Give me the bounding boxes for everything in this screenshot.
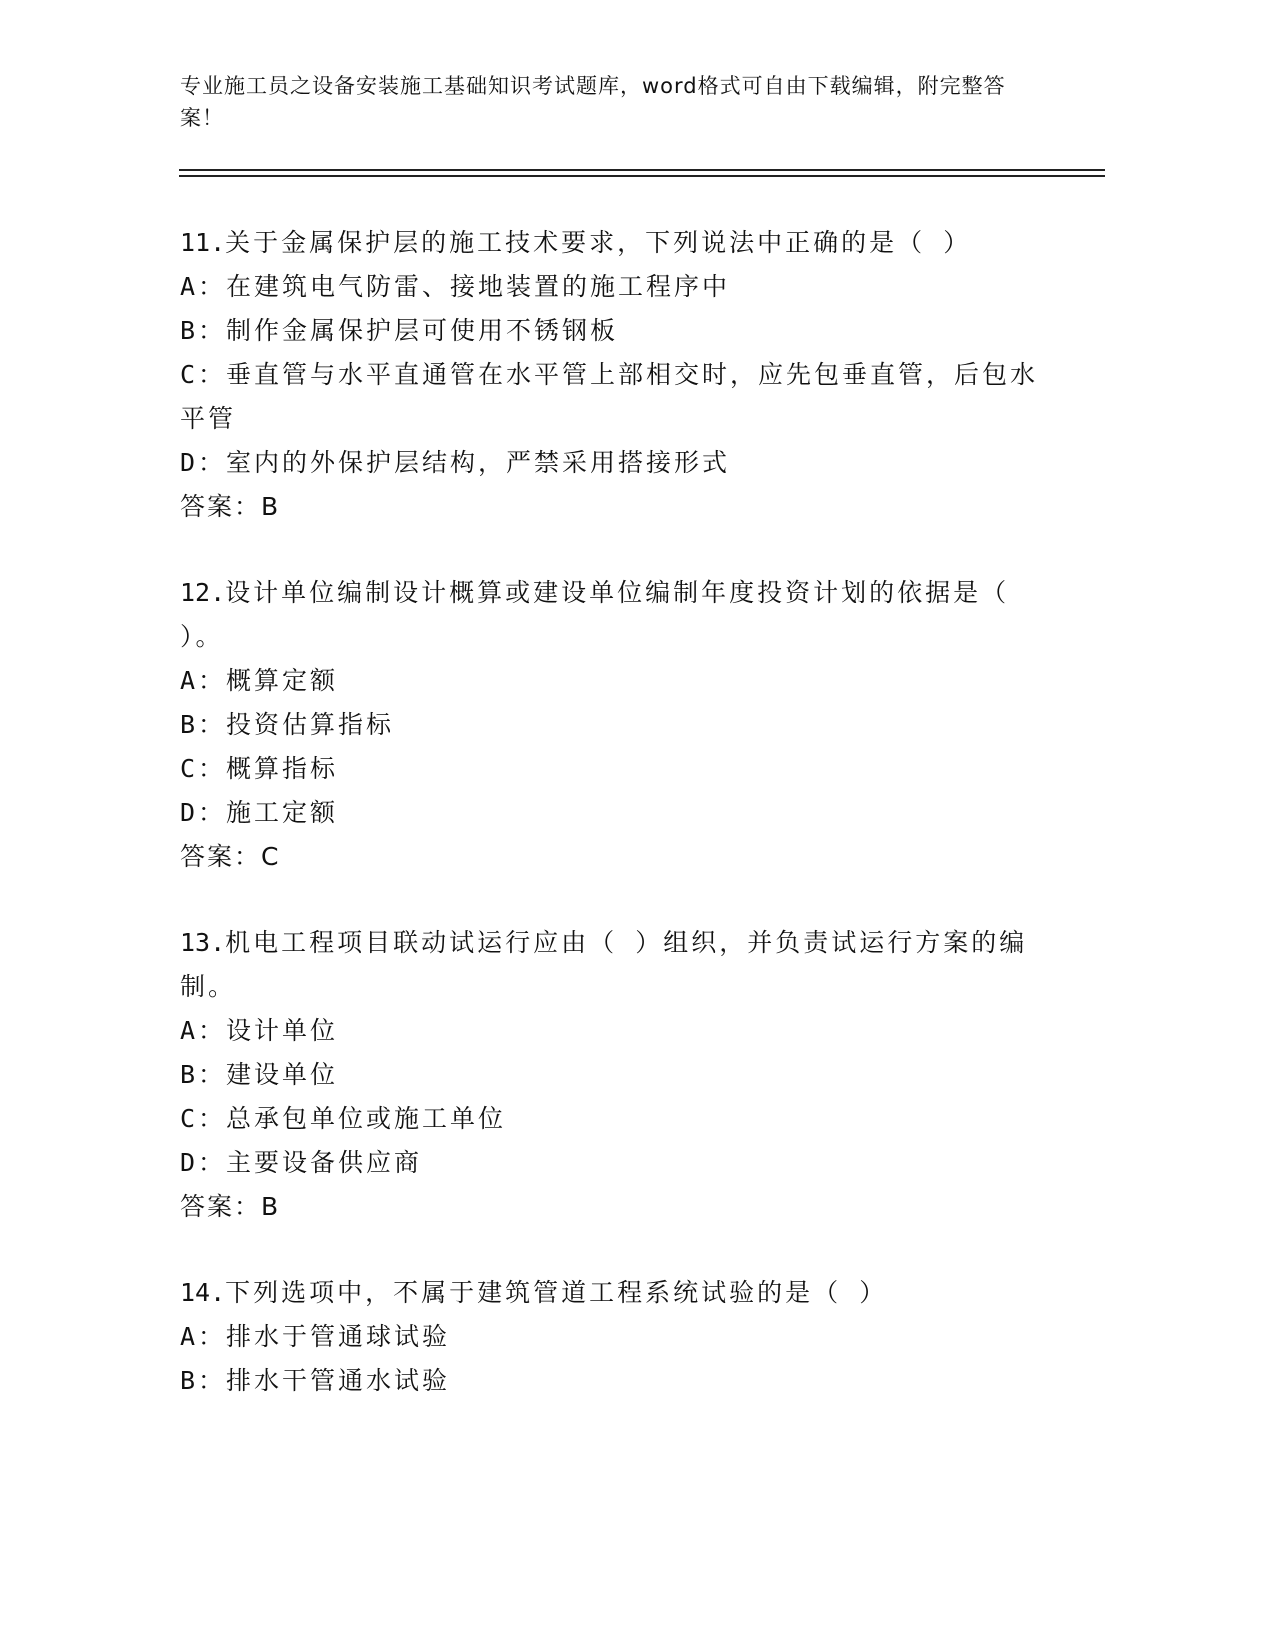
answer: 答案：B [180, 1192, 281, 1221]
question-number: 12. [180, 578, 226, 607]
answer: 答案：C [180, 842, 281, 871]
question-number: 14. [180, 1278, 226, 1307]
question-number: 11. [180, 228, 226, 257]
question-11 [180, 221, 1050, 529]
header-divider-bottom [179, 175, 1105, 177]
answer: 答案：B [180, 492, 281, 521]
question-text: 关于金属保护层的施工技术要求，下列说法中正确的是（ ） [225, 228, 972, 257]
question-stem [180, 1271, 1050, 1315]
question-stem [180, 921, 1050, 1009]
option-d: D：室内的外保护层结构，严禁采用搭接形式 [180, 448, 731, 477]
question-text: 设计单位编制设计概算或建设单位编制年度投资计划的依据是（ ）。 [180, 578, 1010, 651]
header-divider-top [179, 169, 1105, 171]
option-b: B：制作金属保护层可使用不锈钢板 [180, 316, 619, 345]
option-a: A：排水于管通球试验 [180, 1322, 451, 1351]
option-c: C：总承包单位或施工单位 [180, 1104, 507, 1133]
option-a: A：在建筑电气防雷、接地装置的施工程序中 [180, 272, 731, 301]
option-a: A：设计单位 [180, 1016, 339, 1045]
question-13 [180, 921, 1050, 1229]
question-text: 机电工程项目联动试运行应由（ ）组织，并负责试运行方案的编制。 [180, 928, 1028, 1001]
option-c: C：概算指标 [180, 754, 339, 783]
question-list [180, 221, 1050, 1445]
question-14 [180, 1271, 1050, 1403]
option-b: B：投资估算指标 [180, 710, 395, 739]
question-number: 13. [180, 928, 226, 957]
option-b: B：建设单位 [180, 1060, 339, 1089]
option-d: D：施工定额 [180, 798, 339, 827]
option-c: C：垂直管与水平直通管在水平管上部相交时，应先包垂直管，后包水平管 [180, 360, 1039, 433]
option-b: B：排水干管通水试验 [180, 1366, 451, 1395]
question-stem [180, 221, 1050, 265]
option-a: A：概算定额 [180, 666, 339, 695]
question-text: 下列选项中，不属于建筑管道工程系统试验的是（ ） [225, 1278, 888, 1307]
option-d: D：主要设备供应商 [180, 1148, 423, 1177]
document-header: 专业施工员之设备安装施工基础知识考试题库，word格式可自由下载编辑，附完整答案！ [180, 74, 1006, 130]
question-12 [180, 571, 1050, 879]
question-stem [180, 571, 1050, 659]
